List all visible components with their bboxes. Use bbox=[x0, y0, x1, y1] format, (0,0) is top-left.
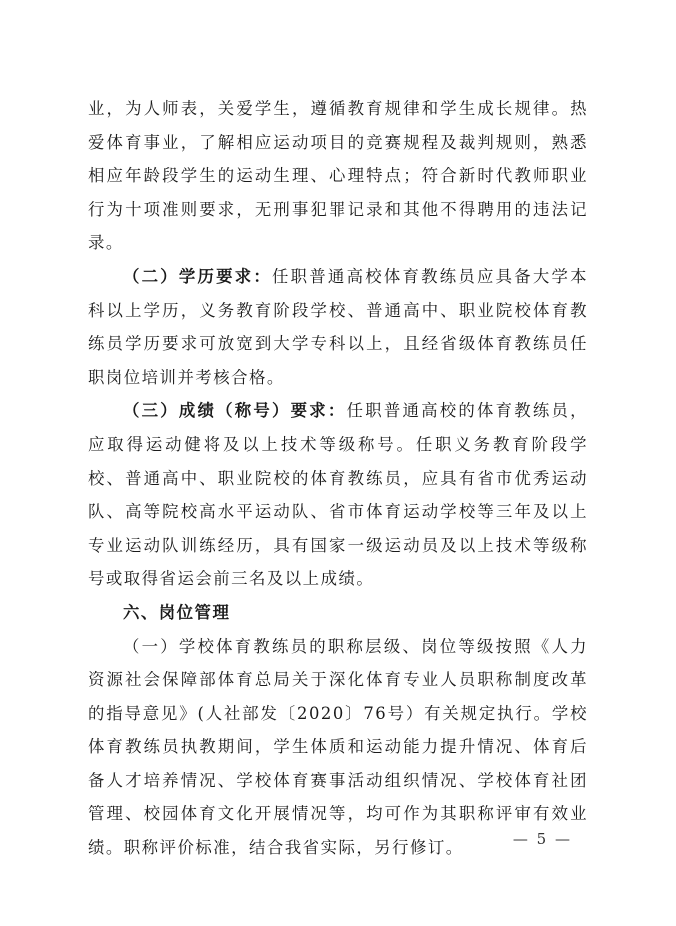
document-body bbox=[88, 92, 588, 865]
page-number: — 5 — bbox=[512, 830, 572, 848]
achievement-requirement-lead: （三）成绩（称号）要求： bbox=[123, 401, 347, 421]
paragraph-education-requirement bbox=[88, 260, 588, 394]
education-requirement-text: 任职普通高校体育教练员应具备大学本科以上学历，义务教育阶段学校、普通高中、职业院校体育教练员学历要求可放宽到大学专科以上，且经省级体育教练员任职岗位培训并考核合格。 bbox=[88, 266, 589, 387]
paragraph-achievement-requirement bbox=[88, 394, 588, 596]
achievement-requirement-text: 任职普通高校的体育教练员，应取得运动健将及以上技术等级称号。任职义务教育阶段学校、普通高中、职业院校的体育教练员，应具有省市优秀运动队、高等院校高水平运动队、省市体育运动学校等三年及以上专业运动队训练经历，具有国家一级运动员及以上技术等级称号或取得省运会前三名及以上成绩。 bbox=[88, 401, 589, 589]
paragraph-continuation: 业，为人师表，关爱学生，遵循教育规律和学生成长规律。热爱体育事业，了解相应运动项目的竞赛规程及裁判规则，熟悉相应年龄段学生的运动生理、心理特点；符合新时代教师职业行为十项准则要求，无刑事犯罪记录和其他不得聘用的违法记录。 bbox=[88, 99, 588, 253]
education-requirement-lead: （二）学历要求： bbox=[123, 266, 273, 286]
paragraph-title-levels: （一）学校体育教练员的职称层级、岗位等级按照《人力资源社会保障部体育总局关于深化体育专业人员职称制度改革的指导意见》(人社部发〔2020〕76号）有关规定执行。学校体育教练员执教期间，学生体质和运动能力提升情况、体育后备人才培养情况、学校体育赛事活动组织情况、学校体育社团管理、校园体育文化开展情况等，均可作为其职称评审有效业绩。职称评价标准，结合我省实际，另行修订。 bbox=[88, 636, 588, 858]
section-heading-post-management: 六、岗位管理 bbox=[123, 602, 231, 622]
